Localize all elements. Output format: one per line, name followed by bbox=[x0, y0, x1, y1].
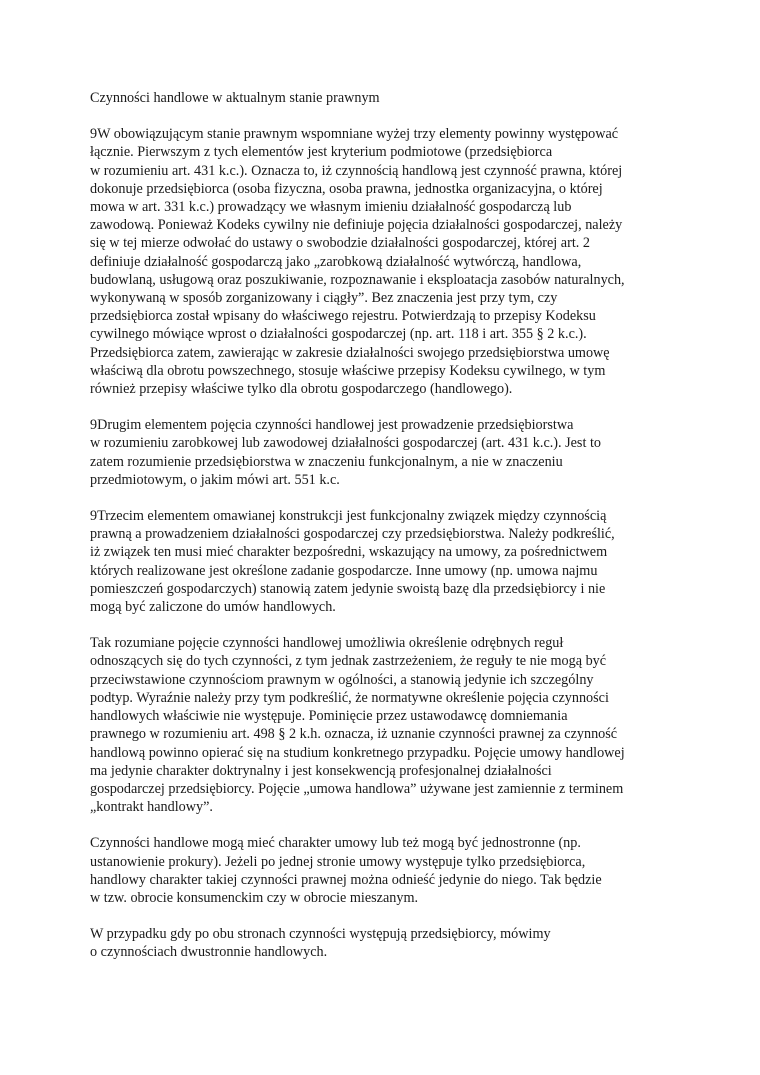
text-line: handlową powinno opierać się na studium konkretnego przypadku. Pojęcie umowy handlowej bbox=[90, 744, 625, 761]
text-line: w rozumieniu zarobkowej lub zawodowej działalności gospodarczej (art. 431 k.c.). Jest to bbox=[90, 435, 601, 452]
document-body bbox=[90, 125, 690, 961]
text-line: właściwą dla obrotu powszechnego, stosuje właściwe przepisy Kodeksu cywilnego, w tym bbox=[90, 362, 606, 379]
text-line: ma jedynie charakter doktrynalny i jest konsekwencją profesjonalnej działalności bbox=[90, 762, 552, 779]
text-line: również przepisy właściwe tylko dla obrotu gospodarczego (handlowego). bbox=[90, 381, 513, 398]
text-line: handlowy charakter takiej czynności prawnej można odnieść jedynie do niego. Tak będzie bbox=[90, 871, 602, 888]
text-line: których realizowane jest określone zadanie gospodarcze. Inne umowy (np. umowa najmu bbox=[90, 562, 598, 579]
text-line: przedmiotowym, o jakim mówi art. 551 k.c. bbox=[90, 471, 340, 488]
document-title: Czynności handlowe w aktualnym stanie prawnym bbox=[90, 90, 380, 106]
text-line: 9Drugim elementem pojęcia czynności handlowej jest prowadzenie przedsiębiorstwa bbox=[90, 417, 574, 434]
text-line: podtyp. Wyraźnie należy przy tym podkreślić, że normatywne określenie pojęcia czynności bbox=[90, 689, 609, 706]
text-line: się w tej mierze odwołać do ustawy o swobodzie działalności gospodarczej, której art. 2 bbox=[90, 235, 590, 252]
text-line: o czynnościach dwustronnie handlowych. bbox=[90, 944, 328, 961]
text-line: W przypadku gdy po obu stronach czynności występują przedsiębiorcy, mówimy bbox=[90, 926, 551, 943]
text-line: handlowych właściwie nie występuje. Pominięcie przez ustawodawcę domniemania bbox=[90, 708, 568, 725]
text-line: łącznie. Pierwszym z tych elementów jest kryterium podmiotowe (przedsiębiorca bbox=[90, 144, 553, 161]
text-line: w rozumieniu art. 431 k.c.). Oznacza to, iż czynnością handlową jest czynność prawna, której bbox=[90, 162, 623, 179]
paragraph bbox=[90, 125, 690, 398]
text-line: ustanowienie prokury). Jeżeli po jednej stronie umowy występuje tylko przedsiębiorca, bbox=[90, 853, 586, 870]
text-line: odnoszących się do tych czynności, z tym jednak zastrzeżeniem, że reguły te nie mogą być bbox=[90, 653, 607, 670]
text-line: Tak rozumiane pojęcie czynności handlowej umożliwia określenie odrębnych reguł bbox=[90, 635, 564, 652]
text-line: Przedsiębiorca zatem, zawierając w zakresie działalności swojego przedsiębiorstwa umowę bbox=[90, 344, 610, 361]
text-line: prawną a prowadzeniem działalności gospodarczej czy przedsiębiorstwa. Należy podkreślić, bbox=[90, 526, 615, 543]
text-line: 9W obowiązującym stanie prawnym wspomniane wyżej trzy elementy powinny występować bbox=[90, 126, 619, 143]
text-line: budowlaną, usługową oraz poszukiwanie, rozpoznawanie i eksploatacja zasobów naturalnych, bbox=[90, 271, 625, 288]
text-line: w tzw. obrocie konsumenckim czy w obrocie mieszanym. bbox=[90, 889, 419, 906]
paragraph bbox=[90, 925, 690, 961]
text-line: Czynności handlowe mogą mieć charakter umowy lub też mogą być jednostronne (np. bbox=[90, 835, 581, 852]
text-line: gospodarczej przedsiębiorcy. Pojęcie „umowa handlowa” używane jest zamiennie z terminem bbox=[90, 780, 624, 797]
text-line: mowa w art. 331 k.c.) prowadzący we własnym imieniu działalność gospodarczą lub bbox=[90, 199, 572, 216]
text-line: przeciwstawione czynnościom prawnym w ogólności, a stanowią jedynie ich szczególny bbox=[90, 671, 594, 688]
paragraph bbox=[90, 634, 690, 816]
text-line: zawodową. Ponieważ Kodeks cywilny nie definiuje pojęcia działalności gospodarczej, należy bbox=[90, 217, 623, 234]
text-line: dokonuje przedsiębiorca (osoba fizyczna, osoba prawna, jednostka organizacyjna, o której bbox=[90, 180, 603, 197]
text-line: zatem rozumienie przedsiębiorstwa w znaczeniu funkcjonalnym, a nie w znaczeniu bbox=[90, 453, 563, 470]
text-line: mogą być zaliczone do umów handlowych. bbox=[90, 599, 336, 616]
paragraph bbox=[90, 416, 690, 489]
paragraph bbox=[90, 507, 690, 616]
text-line: definiuje działalność gospodarczą jako „zarobkową działalność wytwórczą, handlowa, bbox=[90, 253, 582, 270]
text-line: iż związek ten musi mieć charakter bezpośredni, wskazujący na umowy, za pośrednictwem bbox=[90, 544, 608, 561]
text-line: prawnego w rozumieniu art. 498 § 2 k.h. oznacza, iż uznanie czynności prawnej za czynność bbox=[90, 726, 618, 743]
text-line: przedsiębiorca został wpisany do właściwego rejestru. Potwierdzają to przepisy Kodeksu bbox=[90, 308, 596, 325]
text-line: cywilnego mówiące wprost o działalności gospodarczej (np. art. 118 i art. 355 § 2 k.c.). bbox=[90, 326, 587, 343]
text-line: „kontrakt handlowy”. bbox=[90, 799, 213, 816]
text-line: wykonywaną w sposób zorganizowany i ciągły”. Bez znaczenia jest przy tym, czy bbox=[90, 290, 558, 307]
paragraph bbox=[90, 834, 690, 907]
text-line: 9Trzecim elementem omawianej konstrukcji jest funkcjonalny związek między czynnością bbox=[90, 508, 607, 525]
document-page bbox=[90, 89, 690, 980]
text-line: pomieszczeń gospodarczych) stanowią zatem jedynie swoistą bazę dla przedsiębiorcy i nie bbox=[90, 580, 606, 597]
